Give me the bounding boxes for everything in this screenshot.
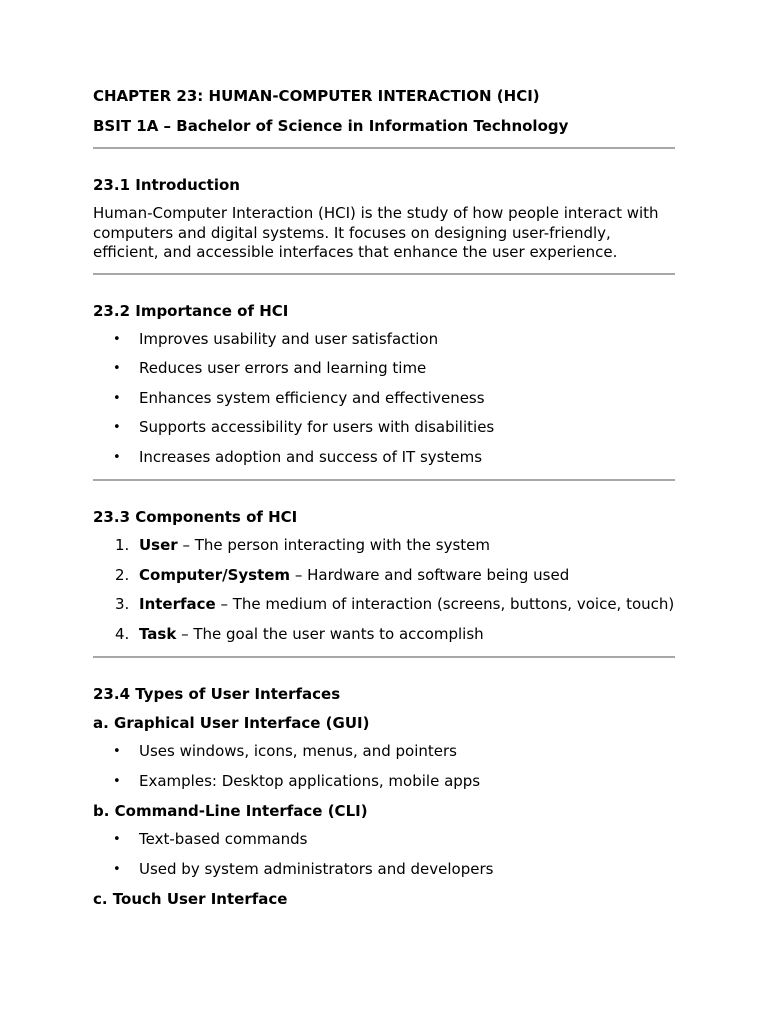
bullet-mark: • — [113, 449, 121, 465]
list-item — [93, 772, 675, 792]
subsection-title: a. Graphical User Interface (GUI) — [93, 714, 370, 732]
bullet-mark: • — [113, 361, 121, 376]
subsection-title: b. Command-Line Interface (CLI) — [93, 802, 368, 820]
list-item-text: Used by system administrators and developers — [139, 859, 494, 878]
component-term: Computer/System — [139, 565, 291, 584]
list-number: 2. — [115, 565, 130, 584]
list-item-text: Enhances system efficiency and effectiveness — [139, 388, 485, 407]
component-term: Interface — [139, 595, 216, 613]
list-item — [93, 389, 675, 409]
section-components — [93, 481, 675, 644]
list-item-text: Improves usability and user satisfaction — [139, 329, 439, 348]
component-description: – The person interacting with the system — [177, 536, 491, 554]
list-number: 3. — [115, 595, 130, 613]
section-title: 23.2 Importance of HCI — [93, 301, 289, 320]
list-item — [93, 625, 675, 645]
chapter-title: CHAPTER 23: HUMAN-COMPUTER INTERACTION (HCI) — [93, 87, 540, 105]
list-item — [93, 536, 675, 556]
list-item — [93, 860, 675, 880]
subsection-title: c. Touch User Interface — [93, 890, 288, 908]
component-term: User — [139, 536, 178, 554]
component-description: – The medium of interaction (screens, buttons, voice, touch) — [215, 595, 675, 613]
component-description: – The goal the user wants to accomplish — [176, 624, 484, 643]
section-title: 23.1 Introduction — [93, 176, 240, 194]
section-importance — [93, 275, 675, 468]
list-item — [93, 359, 675, 379]
components-list — [93, 536, 675, 644]
bullet-mark: • — [113, 420, 121, 435]
list-number: 4. — [115, 624, 130, 643]
bullet-mark: • — [113, 331, 121, 347]
component-term: Task — [139, 624, 177, 643]
list-item-text: Reduces user errors and learning time — [139, 359, 427, 377]
section-interface-types — [93, 658, 675, 909]
gui-list — [93, 742, 675, 791]
list-item-text: Text-based commands — [139, 830, 308, 848]
importance-list — [93, 330, 675, 468]
section-title: 23.3 Components of HCI — [93, 508, 298, 526]
section-introduction — [93, 149, 675, 263]
list-item-text: Uses windows, icons, menus, and pointers — [139, 742, 457, 760]
section-paragraph: Human-Computer Interaction (HCI) is the study of how people interact with computers and digital systems. It focuses on designing user-friendly, efficient, and accessible interfaces that enhance the user experience. — [93, 204, 659, 261]
bullet-mark: • — [113, 861, 121, 877]
document-content — [93, 86, 675, 909]
bullet-mark: • — [113, 832, 121, 847]
bullet-mark: • — [113, 744, 121, 759]
list-number: 1. — [115, 536, 130, 554]
list-item — [93, 830, 675, 850]
list-item — [93, 330, 675, 350]
list-item — [93, 566, 675, 586]
component-description: – Hardware and software being used — [290, 565, 570, 584]
bullet-mark: • — [113, 773, 121, 789]
list-item — [93, 448, 675, 468]
cli-list — [93, 830, 675, 879]
list-item — [93, 418, 675, 438]
list-item — [93, 742, 675, 762]
list-item-text: Examples: Desktop applications, mobile apps — [139, 771, 481, 790]
list-item — [93, 595, 675, 615]
list-item-text: Increases adoption and success of IT systems — [139, 447, 483, 466]
list-item-text: Supports accessibility for users with disabilities — [139, 418, 495, 436]
section-title: 23.4 Types of User Interfaces — [93, 685, 341, 703]
bullet-mark: • — [113, 390, 121, 406]
course-line: BSIT 1A – Bachelor of Science in Information Technology — [93, 117, 569, 135]
